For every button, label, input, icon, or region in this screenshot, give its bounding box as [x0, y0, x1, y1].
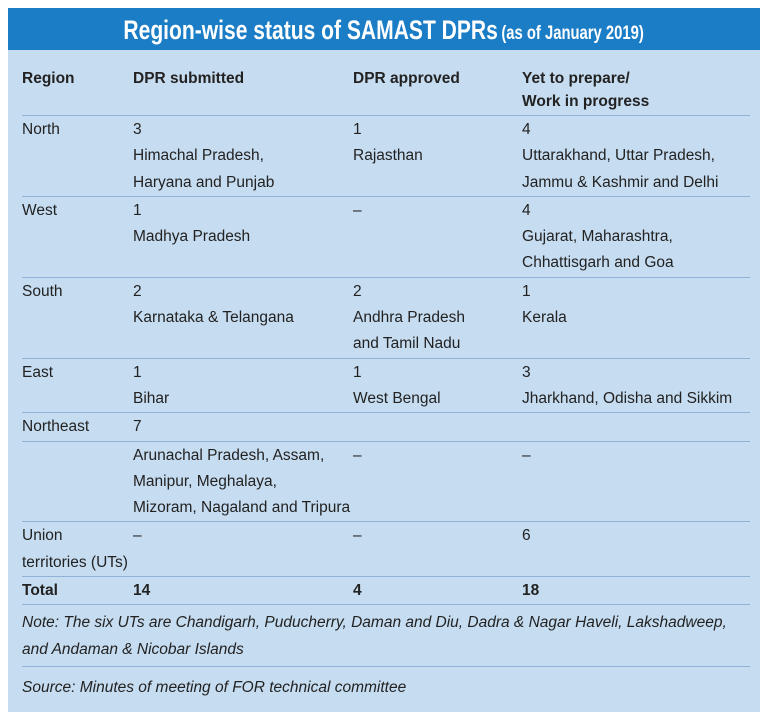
cell-line: East [22, 363, 54, 381]
cell-submitted [133, 360, 353, 413]
cell-line: Jammu & Kashmir and Delhi [522, 173, 719, 191]
title-main: Region-wise status of SAMAST DPRs [123, 15, 499, 45]
cell-line: 1 [353, 121, 362, 138]
cell-line: Chhattisgarh and Goa [522, 254, 674, 272]
cell-line: 3 [133, 121, 142, 138]
table-title [8, 8, 760, 50]
cell-line: Gujarat, Maharashtra, [522, 228, 673, 246]
title-sub: (as of January 2019) [501, 23, 645, 44]
cell-approved [353, 523, 522, 576]
cell-line: Mizoram, Nagaland and Tripura [133, 499, 351, 517]
cell-submitted [133, 279, 353, 358]
cell-line: 2 [133, 282, 142, 300]
cell-line: 3 [522, 363, 531, 381]
cell-pending [522, 279, 750, 358]
cell-pending [522, 360, 750, 413]
cell-pending [522, 198, 750, 277]
table-row [22, 197, 750, 278]
cell-line: Karnataka & Telangana [133, 309, 294, 327]
cell-approved [353, 198, 522, 277]
header-row [22, 64, 750, 116]
cell-region [22, 198, 133, 277]
cell-line: 1 [353, 363, 362, 381]
cell-pending [522, 523, 750, 576]
table-row [22, 359, 750, 414]
cell-line: Andhra Pradesh [353, 309, 466, 327]
cell-line: Kerala [522, 309, 567, 327]
table-row [22, 442, 750, 523]
table-note: Note: The six UTs are Chandigarh, Puducherry, Daman and Diu, Dadra & Nagar Haveli, Lakshadweep, and Andaman & Nicobar Islands [22, 605, 750, 667]
cell-submitted [133, 198, 353, 277]
cell-region [22, 414, 133, 440]
cell-approved [353, 414, 522, 440]
table-row [22, 413, 750, 441]
cell-line: North [22, 121, 60, 138]
cell-line: – [133, 527, 142, 545]
cell-region [22, 443, 133, 522]
cell-line: – [353, 527, 362, 545]
cell-line: Arunachal Pradesh, Assam, [133, 446, 325, 464]
cell-pending [522, 117, 750, 196]
cell-region [22, 117, 133, 196]
cell-region [22, 360, 133, 413]
cell-line: Madhya Pradesh [133, 228, 251, 246]
cell-line: South [22, 282, 63, 300]
cell-approved [353, 443, 522, 522]
header-region: Region [22, 70, 75, 87]
cell-line: 2 [353, 282, 362, 300]
cell-line: Bihar [133, 389, 170, 407]
cell-line: Union [22, 527, 63, 545]
total-submitted: 14 [133, 582, 151, 600]
cell-line: Manipur, Meghalaya, [133, 472, 277, 490]
cell-line: Northeast [22, 418, 90, 436]
cell-line: 1 [522, 282, 531, 300]
cell-line: territories (UTs) [22, 553, 128, 571]
cell-line: West Bengal [353, 389, 441, 407]
cell-line: – [353, 201, 362, 219]
total-approved: 4 [353, 582, 362, 600]
cell-line: Himachal Pradesh, [133, 147, 264, 165]
table-row [22, 278, 750, 359]
cell-line: 1 [133, 363, 142, 381]
cell-line: 4 [522, 121, 531, 138]
cell-pending [522, 414, 750, 440]
cell-line: Rajasthan [353, 147, 423, 165]
cell-region [22, 279, 133, 358]
cell-pending [522, 443, 750, 522]
total-row [22, 577, 750, 605]
table-row [22, 116, 750, 197]
cell-line: Jharkhand, Odisha and Sikkim [522, 389, 733, 407]
cell-region [22, 523, 133, 576]
table-source: Source: Minutes of meeting of FOR technical committee [22, 679, 407, 697]
table-panel [8, 8, 760, 712]
total-pending: 18 [522, 582, 540, 600]
header-approved: DPR approved [353, 70, 460, 87]
cell-line: 1 [133, 201, 142, 219]
cell-approved [353, 360, 522, 413]
cell-line: 7 [133, 418, 142, 436]
cell-approved [353, 279, 522, 358]
header-submitted: DPR submitted [133, 70, 245, 87]
cell-line: West [22, 201, 58, 219]
header-pending: Yet to prepare/ Work in progress [522, 70, 650, 110]
cell-line: and Tamil Nadu [353, 335, 461, 353]
cell-line: Haryana and Punjab [133, 173, 275, 191]
cell-line: Uttarakhand, Uttar Pradesh, [522, 147, 715, 165]
cell-line: – [353, 446, 362, 464]
cell-submitted [133, 414, 353, 440]
cell-line: 4 [522, 201, 531, 219]
cell-submitted [133, 443, 353, 522]
cell-approved [353, 117, 522, 196]
cell-submitted [133, 117, 353, 196]
cell-line: 6 [522, 527, 531, 545]
cell-line: – [522, 446, 531, 464]
cell-submitted [133, 523, 353, 576]
table-row [22, 522, 750, 577]
total-label: Total [22, 582, 58, 600]
status-table [22, 64, 750, 708]
